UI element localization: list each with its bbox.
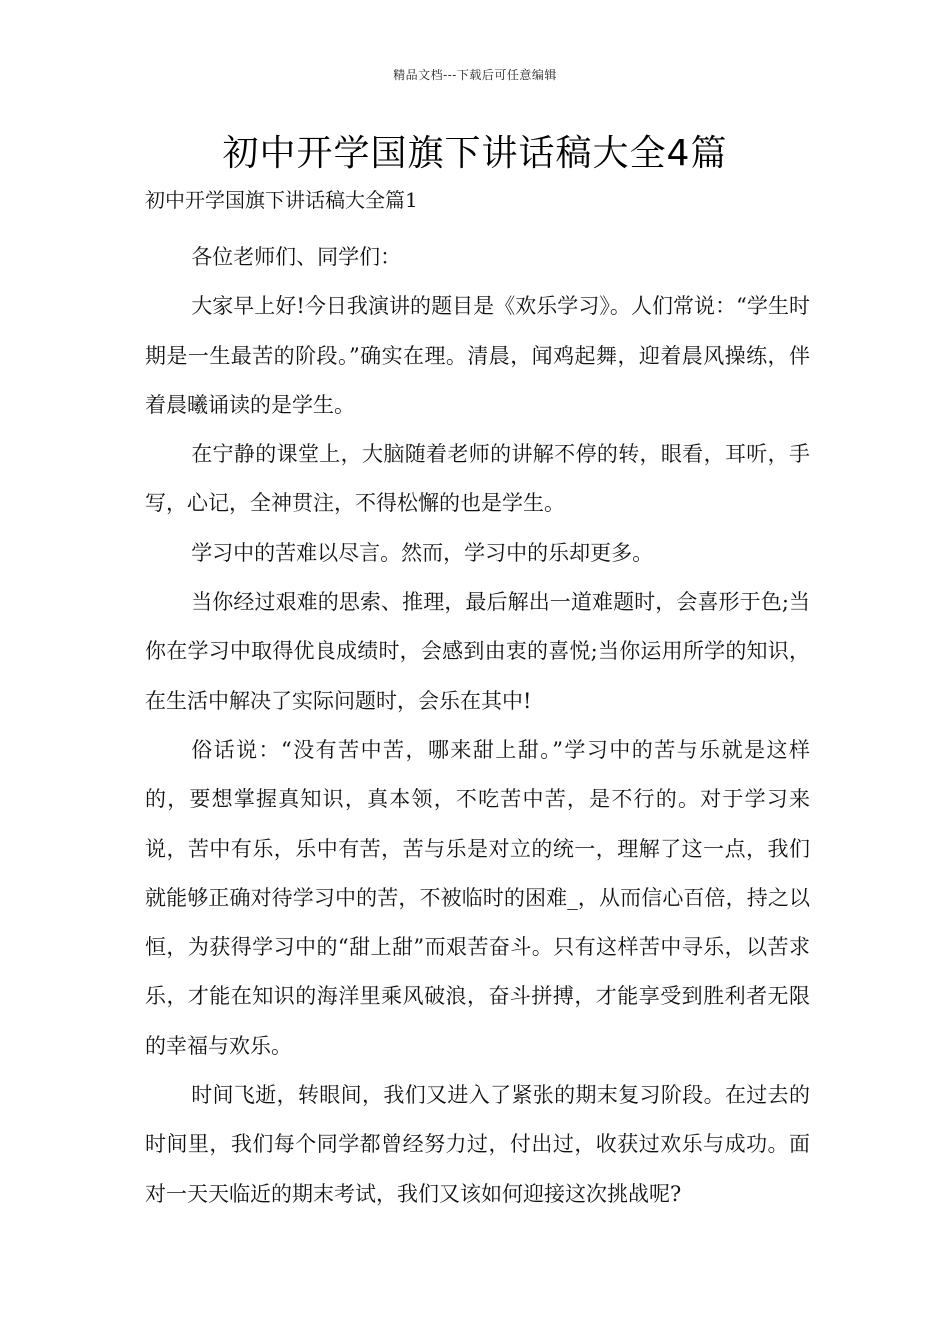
section-subtitle: 初中开学国旗下讲话稿大全篇1 [145, 188, 418, 212]
paragraph: 俗话说：“没有苦中苦，哪来甜上甜。”学习中的苦与乐就是这样的，要想掌握真知识，真本领，不吃苦中苦，是不行的。对于学习来说，苦中有乐，乐中有苦，苦与乐是对立的统一，理解了这一点，我们就能够正确对待学习中的苦，不被临时的困难_，从而信心百倍，持之以恒，为获得学习中的“甜上甜”而艰苦奋斗。只有这样苦中寻乐，以苦求乐，才能在知识的海洋里乘风破浪，奋斗拼搏，才能享受到胜利者无限的幸福与欢乐。 [145, 737, 810, 1058]
body-text [145, 233, 810, 1219]
paragraph: 在宁静的课堂上，大脑随着老师的讲解不停的转，眼看，耳听，手写，心记，全神贯注，不得松懈的也是学生。 [145, 442, 810, 516]
paragraph-greeting: 各位老师们、同学们： [191, 245, 402, 269]
paragraph: 学习中的苦难以尽言。然而，学习中的乐却更多。 [191, 540, 654, 565]
header-note: 精品文档---下载后可任意编辑 [393, 68, 557, 82]
paragraph: 大家早上好!今日我演讲的题目是《欢乐学习》。人们常说：“学生时期是一生最苦的阶段。”确实在理。清晨，闻鸡起舞，迎着晨风操练，伴着晨曦诵读的是学生。 [145, 294, 810, 417]
document-title: 初中开学国旗下讲话稿大全4篇 [222, 133, 728, 174]
paragraph: 时间飞逝，转眼间，我们又进入了紧张的期末复习阶段。在过去的时间里，我们每个同学都曾经努力过，付出过，收获过欢乐与成功。面对一天天临近的期末考试，我们又该如何迎接这次挑战呢? [145, 1083, 810, 1206]
paragraph: 当你经过艰难的思索、推理，最后解出一道难题时，会喜形于色;当你在学习中取得优良成绩时，会感到由衷的喜悦;当你运用所学的知识，在生活中解决了实际问题时，会乐在其中! [145, 590, 810, 713]
